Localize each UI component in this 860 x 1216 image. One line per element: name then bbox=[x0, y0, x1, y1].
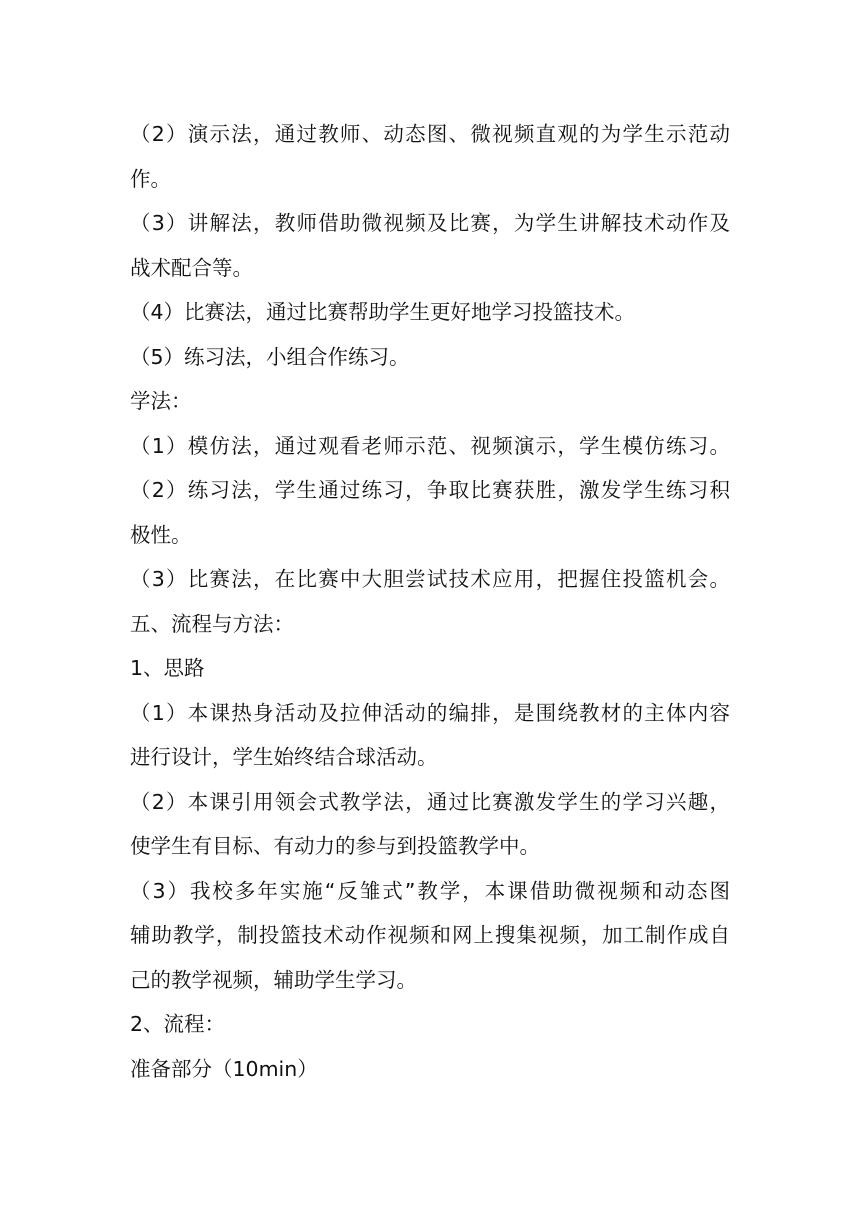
text-line: （1）模仿法，通过观看老师示范、视频演示，学生模仿练习。 bbox=[130, 433, 730, 458]
text-line: 辅助教学，制投篮技术动作视频和网上搜集视频，加工制作成自 bbox=[130, 923, 730, 947]
text-line: （2）本课引用领会式教学法，通过比赛激发学生的学习兴趣， bbox=[130, 789, 730, 814]
text-line: 极性。 bbox=[130, 522, 192, 547]
text-line: 2、流程： bbox=[130, 1012, 226, 1036]
text-line: （2）演示法，通过教师、动态图、微视频直观的为学生示范动 bbox=[130, 122, 730, 146]
text-line: （3）讲解法，教师借助微视频及比赛，为学生讲解技术动作及 bbox=[130, 211, 730, 235]
text-line: 己的教学视频，辅助学生学习。 bbox=[130, 967, 417, 992]
text-line: 使学生有目标、有动力的参与到投篮教学中。 bbox=[130, 834, 540, 858]
text-line: 进行设计，学生始终结合球活动。 bbox=[130, 745, 438, 769]
text-line: （5）练习法，小组合作练习。 bbox=[130, 344, 410, 369]
text-line: 五、流程与方法： bbox=[130, 611, 294, 636]
text-line: （1）本课热身活动及拉伸活动的编排，是围绕教材的主体内容 bbox=[130, 700, 730, 725]
document-body bbox=[130, 112, 730, 1091]
text-line: 战术配合等。 bbox=[130, 255, 253, 280]
text-line: （4）比赛法，通过比赛帮助学生更好地学习投篮技术。 bbox=[130, 300, 636, 324]
text-line: 作。 bbox=[130, 166, 171, 191]
text-line: （2）练习法，学生通过练习，争取比赛获胜，激发学生练习积 bbox=[130, 478, 730, 502]
text-line: （3）我校多年实施“反雏式”教学，本课借助微视频和动态图 bbox=[130, 878, 730, 903]
text-line: 学法： bbox=[130, 389, 192, 413]
text-line: 准备部分（10min） bbox=[130, 1056, 318, 1081]
text-line: （3）比赛法，在比赛中大胆尝试技术应用，把握住投篮机会。 bbox=[130, 567, 730, 591]
text-line: 1、思路 bbox=[130, 656, 205, 680]
